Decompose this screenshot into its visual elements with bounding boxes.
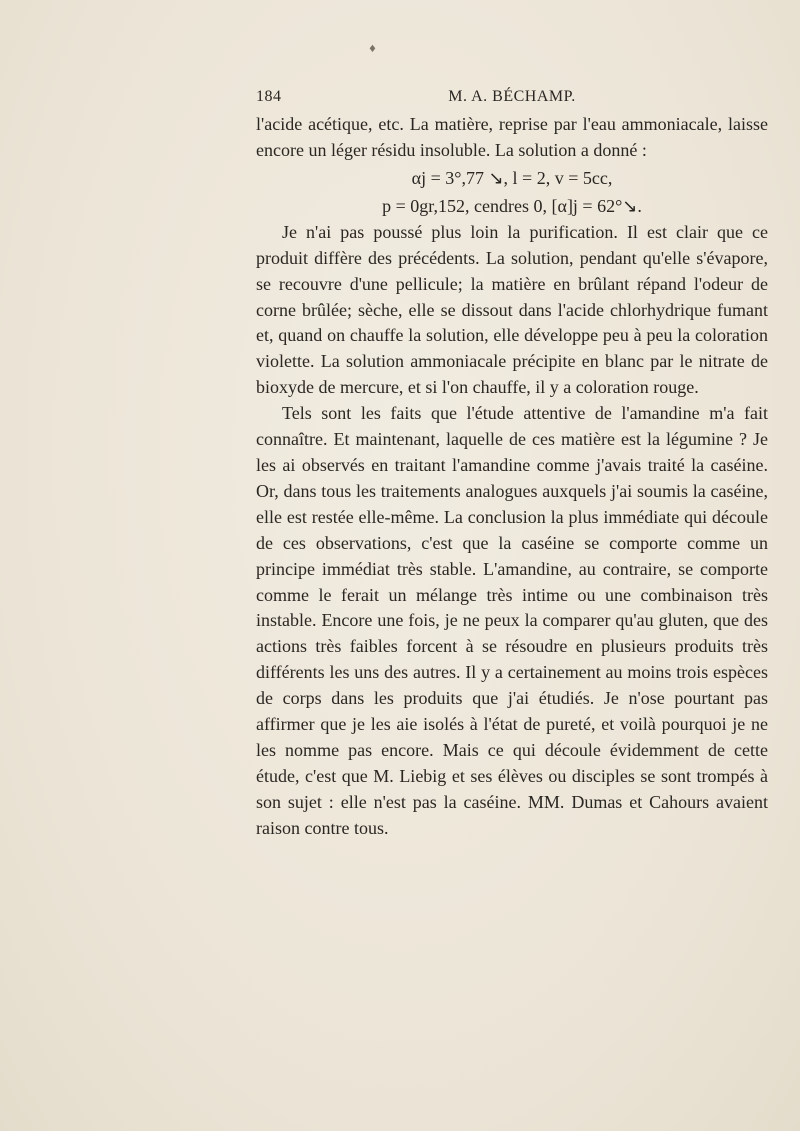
paragraph-2: Je n'ai pas poussé plus loin la purification. Il est clair que ce produit diffère des précédents. La solution, pendant qu'elle s'évapore, se recouvre d'une pellicule; la matière en brûlant répand l'odeur de corne brûlée; sèche, elle se dissout dans l'acide chlorhydrique fumant et, quand on chauffe la solution, elle développe peu à peu la coloration violette. La solution ammoniacale précipite en blanc par le nitrate de bioxyde de mercure, et si l'on chauffe, il y a coloration rouge. bbox=[256, 221, 768, 398]
page-header bbox=[256, 88, 768, 110]
running-head: M. A. BÉCHAMP. bbox=[448, 88, 576, 105]
paragraph-1: l'acide acétique, etc. La matière, reprise par l'eau ammoniacale, laisse encore un léger résidu insoluble. La solution a donné : bbox=[256, 114, 768, 160]
formula-line-2: p = 0gr,152, cendres 0, [α]j = 62°↘. bbox=[382, 195, 642, 216]
print-mark: ♦ bbox=[368, 44, 377, 55]
formula-line-1: αj = 3°,77 ↘, l = 2, v = 5cc, bbox=[411, 167, 613, 188]
paragraph-3: Tels sont les faits que l'étude attentive de l'amandine m'a fait connaître. Et maintenant, laquelle de ces matière est la légumine ? Je les ai observés en traitant l'amandine comme j'avais traité la caséine. Or, dans tous les traitements analogues auxquels j'ai soumis la caséine, elle est restée elle-même. La conclusion la plus immédiate qui découle de ces observations, c'est que la caséine se comporte comme un principe immédiat très stable. L'amandine, au contraire, se comporte comme le ferait un mélange très intime ou une combinaison très instable. Encore une fois, je ne peux la comparer qu'au gluten, que des actions très faibles forcent à se résoudre en plusieurs produits très différents les uns des autres. Il y a certainement au moins trois espèces de corps dans les produits que j'ai étudiés. Je n'ose pourtant pas affirmer que je les aie isolés à l'état de pureté, et voilà pourquoi je ne les nomme pas encore. Mais ce qui découle évidemment de cette étude, c'est que M. Liebig et ses élèves ou disciples se sont trompés à son sujet : elle n'est pas la caséine. MM. Dumas et Cahours avaient raison contre tous. bbox=[256, 403, 768, 838]
body-text bbox=[256, 112, 768, 842]
page-number: 184 bbox=[256, 88, 282, 105]
